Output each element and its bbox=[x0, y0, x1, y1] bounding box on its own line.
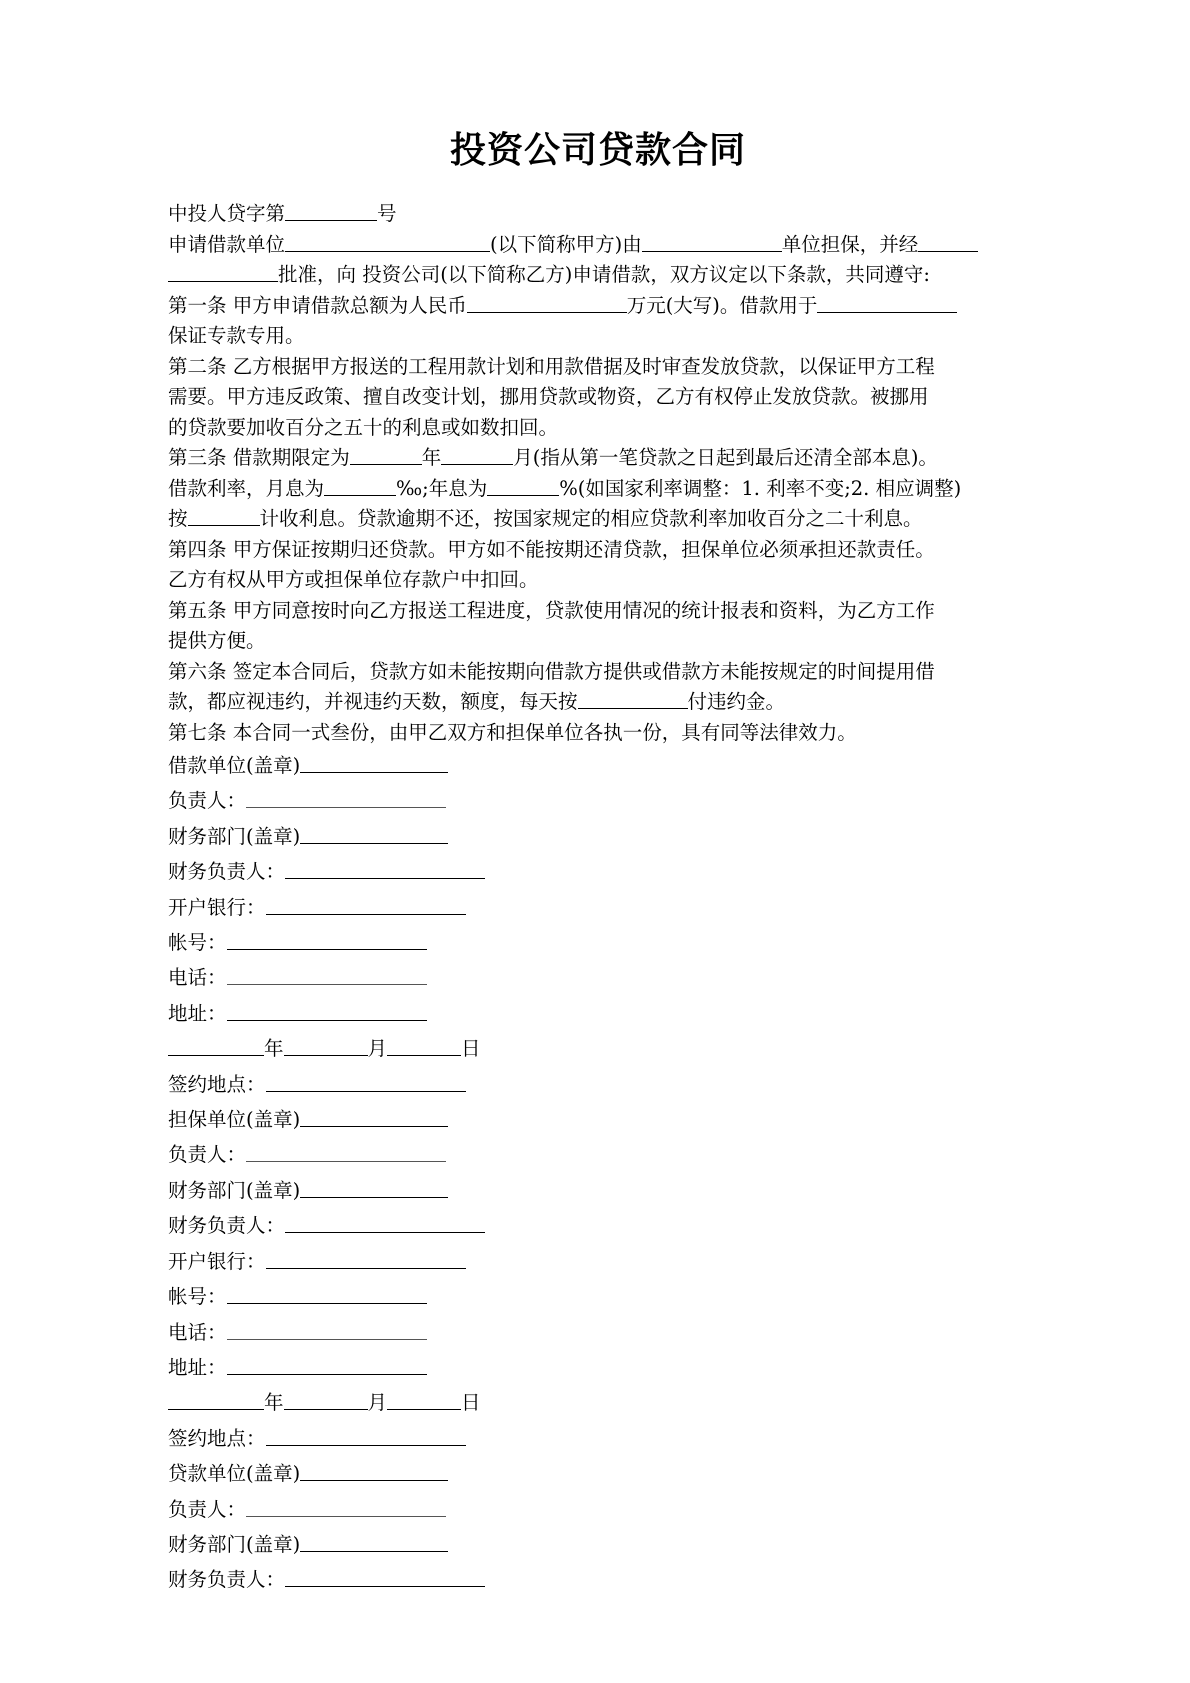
fill-in-blank[interactable] bbox=[285, 1568, 485, 1588]
text-run: 申请借款单位 bbox=[168, 232, 286, 256]
text-run: 日 bbox=[461, 1391, 481, 1415]
text-run: 负责人： bbox=[168, 789, 247, 813]
article-line-第二条 bbox=[168, 352, 1022, 383]
text-run: 财务负责人： bbox=[168, 1214, 286, 1238]
fill-in-blank[interactable] bbox=[350, 445, 422, 465]
text-run: 款，都应视违约，并视违约天数，额度，每天按 bbox=[168, 690, 578, 713]
text-run: 负责人： bbox=[168, 1497, 247, 1521]
text-run: 帐号： bbox=[168, 931, 227, 955]
text-run: 财务负责人： bbox=[168, 860, 286, 884]
header-line bbox=[168, 230, 1022, 261]
text-run: 地址： bbox=[168, 1355, 227, 1379]
text-run: 日 bbox=[461, 1037, 481, 1061]
text-run: 开户银行： bbox=[168, 895, 266, 919]
guarantor-account bbox=[168, 1279, 1022, 1314]
fill-in-blank[interactable] bbox=[168, 262, 278, 282]
text-run: 财务部门(盖章) bbox=[168, 1532, 301, 1556]
text-run: 万元(大写)。借款用于 bbox=[626, 293, 818, 317]
fill-in-blank[interactable] bbox=[285, 1214, 485, 1234]
text-run: 开户银行： bbox=[168, 1249, 266, 1273]
lender-fin-dept bbox=[168, 1527, 1022, 1562]
article-line bbox=[168, 382, 1022, 413]
borrower-account bbox=[168, 925, 1022, 960]
contract-articles-block bbox=[168, 291, 1022, 749]
text-run: 签约地点： bbox=[168, 1072, 266, 1096]
article-line-第三条 bbox=[168, 443, 1022, 474]
text-run: 财务负责人： bbox=[168, 1568, 286, 1592]
text-run: 年 bbox=[264, 1037, 284, 1061]
fill-in-blank[interactable] bbox=[227, 1285, 427, 1305]
guarantor-fin-dept bbox=[168, 1173, 1022, 1208]
text-run: %(如国家利率调整：1. 利率不变;2. 相应调整) bbox=[559, 476, 962, 500]
borrower-seal bbox=[168, 748, 1022, 783]
text-run: 借款单位(盖章) bbox=[168, 754, 301, 777]
article-line bbox=[168, 687, 1022, 718]
borrower-bank bbox=[168, 890, 1022, 925]
fill-in-blank[interactable] bbox=[227, 1355, 427, 1375]
text-run: 担保单位(盖章) bbox=[168, 1108, 301, 1132]
text-run: 第六条 签定本合同后，贷款方如未能按期向借款方提供或借款方未能按规定的时间提用借 bbox=[168, 659, 935, 683]
fill-in-blank[interactable] bbox=[285, 201, 377, 221]
guarantor-sign-place bbox=[168, 1421, 1022, 1456]
text-run: 年 bbox=[421, 446, 442, 469]
article-line bbox=[168, 321, 1022, 352]
fill-in-blank[interactable] bbox=[227, 931, 427, 951]
fill-in-blank[interactable] bbox=[441, 445, 513, 465]
fill-in-blank[interactable] bbox=[918, 232, 978, 252]
fill-in-blank[interactable] bbox=[188, 506, 260, 526]
text-run: 电话： bbox=[168, 966, 227, 990]
text-run: 月 bbox=[367, 1037, 388, 1061]
lender-seal bbox=[168, 1456, 1022, 1491]
article-line-第六条 bbox=[168, 657, 1022, 688]
article-line bbox=[168, 504, 1022, 535]
borrower-address bbox=[168, 996, 1022, 1031]
borrower-phone bbox=[168, 960, 1022, 995]
article-line-第五条 bbox=[168, 596, 1022, 627]
fill-in-blank[interactable] bbox=[300, 753, 448, 773]
text-run: 财务部门(盖章) bbox=[168, 824, 301, 848]
article-line-第四条 bbox=[168, 535, 1022, 566]
header-line bbox=[168, 199, 1022, 230]
signature-block bbox=[168, 748, 1022, 1598]
fill-in-blank[interactable] bbox=[227, 1320, 427, 1340]
header-line bbox=[168, 260, 1022, 291]
fill-in-blank[interactable] bbox=[487, 476, 559, 496]
article-line bbox=[168, 413, 1022, 444]
guarantor-head bbox=[168, 1137, 1022, 1172]
text-run: 地址： bbox=[168, 1001, 227, 1025]
guarantor-seal bbox=[168, 1102, 1022, 1137]
lender-head bbox=[168, 1492, 1022, 1527]
fill-in-blank[interactable] bbox=[324, 476, 396, 496]
text-run: (以下简称甲方)由 bbox=[490, 232, 642, 256]
fill-in-blank[interactable] bbox=[817, 293, 957, 313]
article-line bbox=[168, 626, 1022, 657]
text-run: 年 bbox=[264, 1391, 284, 1415]
fill-in-blank[interactable] bbox=[266, 1072, 466, 1092]
text-run: 乙方有权从甲方或担保单位存款户中扣回。 bbox=[168, 568, 539, 591]
fill-in-blank[interactable] bbox=[300, 1178, 448, 1198]
guarantor-phone bbox=[168, 1315, 1022, 1350]
text-run: 第一条 甲方申请借款总额为人民币 bbox=[168, 293, 467, 317]
fill-in-blank[interactable] bbox=[285, 232, 490, 252]
fill-in-blank[interactable] bbox=[246, 789, 446, 809]
text-run: 月(指从第一笔贷款之日起到最后还清全部本息)。 bbox=[513, 446, 938, 469]
fill-in-blank[interactable] bbox=[300, 1532, 448, 1552]
fill-in-blank[interactable] bbox=[578, 689, 688, 709]
fill-in-blank[interactable] bbox=[246, 1143, 446, 1163]
text-run: 借款利率，月息为 bbox=[168, 476, 325, 500]
text-run: 第四条 甲方保证按期归还贷款。甲方如不能按期还清贷款，担保单位必须承担还款责任。 bbox=[168, 537, 935, 561]
text-run: 提供方便。 bbox=[168, 629, 266, 652]
fill-in-blank[interactable] bbox=[467, 293, 627, 313]
guarantor-fin-head bbox=[168, 1208, 1022, 1243]
article-line-第一条 bbox=[168, 291, 1022, 322]
text-run: ‰;年息为 bbox=[396, 476, 488, 500]
text-run: 帐号： bbox=[168, 1285, 227, 1309]
guarantor-address bbox=[168, 1350, 1022, 1385]
text-run: 电话： bbox=[168, 1320, 227, 1344]
text-run: 的贷款要加收百分之五十的利息或如数扣回。 bbox=[168, 415, 559, 439]
text-run: 单位担保，并经 bbox=[781, 232, 919, 256]
text-run: 中投人贷字第 bbox=[168, 202, 286, 225]
lender-fin-head bbox=[168, 1562, 1022, 1597]
fill-in-blank[interactable] bbox=[300, 824, 448, 844]
fill-in-blank[interactable] bbox=[168, 1037, 264, 1057]
fill-in-blank[interactable] bbox=[284, 1391, 368, 1411]
borrower-sign-place bbox=[168, 1067, 1022, 1102]
text-run: 批准，向 投资公司(以下简称乙方)申请借款，双方议定以下条款，共同遵守: bbox=[278, 263, 930, 286]
fill-in-blank[interactable] bbox=[642, 232, 782, 252]
text-run: 保证专款专用。 bbox=[168, 324, 305, 347]
text-run: 按 bbox=[168, 507, 188, 530]
text-run: 第二条 乙方根据甲方报送的工程用款计划和用款借据及时审查发放贷款，以保证甲方工程 bbox=[168, 354, 935, 378]
text-run: 号 bbox=[377, 202, 397, 225]
text-run: 贷款单位(盖章) bbox=[168, 1462, 301, 1486]
article-line bbox=[168, 474, 1022, 505]
guarantor-bank bbox=[168, 1244, 1022, 1279]
borrower-fin-dept bbox=[168, 819, 1022, 854]
fill-in-blank[interactable] bbox=[168, 1391, 264, 1411]
article-line bbox=[168, 565, 1022, 596]
text-run: 签约地点： bbox=[168, 1426, 266, 1450]
text-run: 财务部门(盖章) bbox=[168, 1178, 301, 1202]
fill-in-blank[interactable] bbox=[387, 1037, 461, 1057]
fill-in-blank[interactable] bbox=[227, 1001, 427, 1021]
article-line-第七条 bbox=[168, 718, 1022, 749]
text-run: 负责人： bbox=[168, 1143, 247, 1167]
page-title: 投资公司贷款合同 bbox=[449, 130, 746, 171]
fill-in-blank[interactable] bbox=[266, 1249, 466, 1269]
fill-in-blank[interactable] bbox=[285, 860, 485, 880]
fill-in-blank[interactable] bbox=[227, 966, 427, 986]
fill-in-blank[interactable] bbox=[300, 1108, 448, 1128]
fill-in-blank[interactable] bbox=[387, 1391, 461, 1411]
fill-in-blank[interactable] bbox=[300, 1462, 448, 1482]
fill-in-blank[interactable] bbox=[246, 1497, 446, 1517]
contract-header-block bbox=[168, 199, 1022, 291]
text-run: 第三条 借款期限定为 bbox=[168, 446, 350, 469]
guarantor-date bbox=[168, 1385, 1022, 1420]
text-run: 付违约金。 bbox=[687, 690, 786, 713]
text-run: 计收利息。贷款逾期不还，按国家规定的相应贷款利率加收百分之二十利息。 bbox=[259, 507, 923, 530]
fill-in-blank[interactable] bbox=[284, 1037, 368, 1057]
text-run: 第七条 本合同一式叁份，由甲乙双方和担保单位各执一份，具有同等法律效力。 bbox=[168, 720, 857, 744]
borrower-fin-head bbox=[168, 854, 1022, 889]
borrower-head bbox=[168, 783, 1022, 818]
text-run: 需要。甲方违反政策、擅自改变计划，挪用贷款或物资，乙方有权停止发放贷款。被挪用 bbox=[168, 385, 929, 408]
fill-in-blank[interactable] bbox=[266, 1426, 466, 1446]
text-run: 第五条 甲方同意按时向乙方报送工程进度，贷款使用情况的统计报表和资料，为乙方工作 bbox=[168, 598, 935, 622]
text-run: 月 bbox=[367, 1391, 388, 1415]
borrower-date bbox=[168, 1031, 1022, 1066]
fill-in-blank[interactable] bbox=[266, 895, 466, 915]
